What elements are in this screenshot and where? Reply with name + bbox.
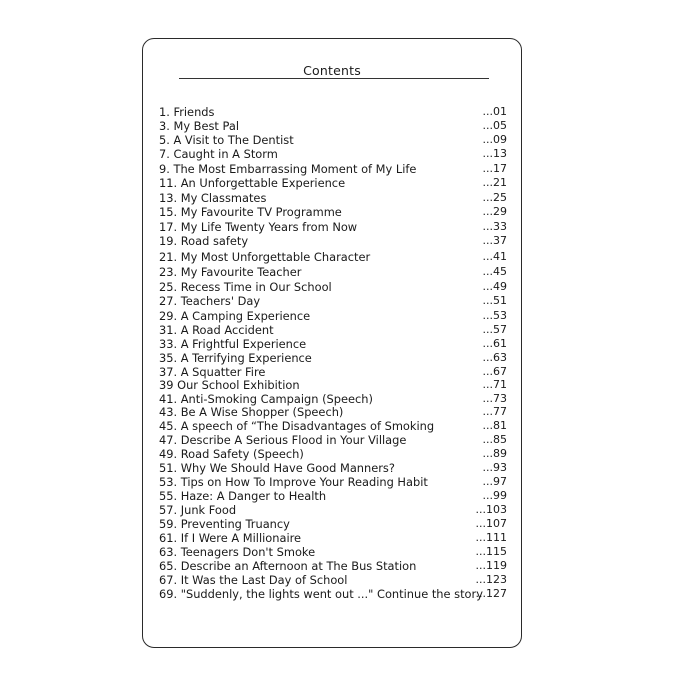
toc-entry bbox=[159, 162, 507, 176]
toc-entry-title: 37. A Squatter Fire bbox=[159, 365, 266, 379]
toc-entry-title: 23. My Favourite Teacher bbox=[159, 265, 302, 279]
toc-entry-page: ...25 bbox=[482, 191, 507, 204]
toc-entry bbox=[159, 489, 507, 503]
toc-entry-page: ...37 bbox=[482, 234, 507, 247]
toc-entry-page: ...29 bbox=[482, 205, 507, 218]
toc-entry-title: 55. Haze: A Danger to Health bbox=[159, 489, 327, 503]
toc-entry bbox=[159, 147, 507, 161]
toc-entry-title: 43. Be A Wise Shopper (Speech) bbox=[159, 405, 344, 419]
toc-entry-page: ...123 bbox=[475, 573, 507, 586]
toc-entry bbox=[159, 280, 507, 294]
toc-entry-page: ...51 bbox=[482, 294, 507, 307]
toc-entry-page: ...57 bbox=[482, 323, 507, 336]
toc-entry-title: 7. Caught in A Storm bbox=[159, 147, 278, 161]
toc-entry-page: ...77 bbox=[482, 405, 507, 418]
toc-entry bbox=[159, 573, 507, 587]
toc-entry-page: ...33 bbox=[482, 220, 507, 233]
toc-entry-page: ...115 bbox=[475, 545, 507, 558]
toc-entry bbox=[159, 475, 507, 489]
toc-entry-page: ...45 bbox=[482, 265, 507, 278]
toc-entry-page: ...89 bbox=[482, 447, 507, 460]
toc-entry bbox=[159, 461, 507, 475]
toc-entry-page: ...111 bbox=[475, 531, 507, 544]
toc-entry-title: 21. My Most Unforgettable Character bbox=[159, 250, 371, 264]
toc-entry bbox=[159, 234, 507, 248]
toc-entry-page: ...99 bbox=[482, 489, 507, 502]
toc-entry-page: ...73 bbox=[482, 392, 507, 405]
toc-entry bbox=[159, 517, 507, 531]
toc-entry bbox=[159, 337, 507, 351]
toc-entry-page: ...17 bbox=[482, 162, 507, 175]
toc-entry-page: ...119 bbox=[475, 559, 507, 572]
toc-entry-title: 35. A Terrifying Experience bbox=[159, 351, 312, 365]
toc-entry bbox=[159, 265, 507, 279]
toc-entry bbox=[159, 405, 507, 419]
toc-entry-page: ...97 bbox=[482, 475, 507, 488]
toc-entry-title: 51. Why We Should Have Good Manners? bbox=[159, 461, 395, 475]
toc-entry-title: 47. Describe A Serious Flood in Your Village bbox=[159, 433, 407, 447]
toc-entry-page: ...107 bbox=[475, 517, 507, 530]
toc-entry-title: 15. My Favourite TV Programme bbox=[159, 205, 342, 219]
toc-entry bbox=[159, 309, 507, 323]
toc-entry-title: 3. My Best Pal bbox=[159, 119, 240, 133]
toc-entry bbox=[159, 176, 507, 190]
toc-entry-title: 5. A Visit to The Dentist bbox=[159, 133, 294, 147]
toc-entry bbox=[159, 250, 507, 264]
toc-entry bbox=[159, 433, 507, 447]
toc-entry-title: 65. Describe an Afternoon at The Bus Station bbox=[159, 559, 417, 573]
toc-entry bbox=[159, 351, 507, 365]
toc-entry-page: ...63 bbox=[482, 351, 507, 364]
toc-entry-title: 1. Friends bbox=[159, 105, 215, 119]
toc-entry-page: ...71 bbox=[482, 378, 507, 391]
toc-entry-page: ...85 bbox=[482, 433, 507, 446]
toc-entry bbox=[159, 119, 507, 133]
toc-entry-title: 33. A Frightful Experience bbox=[159, 337, 307, 351]
toc-entry-title: 63. Teenagers Don't Smoke bbox=[159, 545, 316, 559]
toc-entry-title: 69. "Suddenly, the lights went out ..." Continue the story bbox=[159, 587, 483, 601]
toc-entry bbox=[159, 205, 507, 219]
toc-entry bbox=[159, 545, 507, 559]
toc-entry-title: 27. Teachers' Day bbox=[159, 294, 261, 308]
toc-entry-title: 67. It Was the Last Day of School bbox=[159, 573, 348, 587]
toc-entry-page: ...53 bbox=[482, 309, 507, 322]
toc-entry bbox=[159, 294, 507, 308]
toc-entry-title: 17. My Life Twenty Years from Now bbox=[159, 220, 358, 234]
toc-entry-title: 53. Tips on How To Improve Your Reading Habit bbox=[159, 475, 428, 489]
toc-entry-title: 29. A Camping Experience bbox=[159, 309, 311, 323]
toc-entry-page: ...49 bbox=[482, 280, 507, 293]
toc-entry-page: ...01 bbox=[482, 105, 507, 118]
toc-entry bbox=[159, 531, 507, 545]
toc-entry-title: 9. The Most Embarrassing Moment of My Life bbox=[159, 162, 417, 176]
toc-entry-title: 61. If I Were A Millionaire bbox=[159, 531, 302, 545]
toc-entry-page: ...09 bbox=[482, 133, 507, 146]
toc-entry bbox=[159, 191, 507, 205]
toc-entry bbox=[159, 559, 507, 573]
toc-entry bbox=[159, 378, 507, 392]
toc-entry bbox=[159, 220, 507, 234]
toc-entry-page: ...05 bbox=[482, 119, 507, 132]
toc-entry-page: ...93 bbox=[482, 461, 507, 474]
toc-entry-page: ...13 bbox=[482, 147, 507, 160]
toc-entry-title: 49. Road Safety (Speech) bbox=[159, 447, 304, 461]
toc-entry-page: ...61 bbox=[482, 337, 507, 350]
toc-entry-title: 57. Junk Food bbox=[159, 503, 237, 517]
toc-entry-title: 31. A Road Accident bbox=[159, 323, 274, 337]
toc-entry bbox=[159, 133, 507, 147]
toc-entry bbox=[159, 503, 507, 517]
contents-page bbox=[142, 38, 522, 648]
toc-entry-title: 11. An Unforgettable Experience bbox=[159, 176, 346, 190]
toc-entry bbox=[159, 419, 507, 433]
toc-entry-title: 39 Our School Exhibition bbox=[159, 378, 300, 392]
toc-entry-page: ...67 bbox=[482, 365, 507, 378]
toc-entry-page: ...127 bbox=[475, 587, 507, 600]
toc-entry-title: 19. Road safety bbox=[159, 234, 249, 248]
toc-entry-title: 59. Preventing Truancy bbox=[159, 517, 290, 531]
toc-entry-page: ...103 bbox=[475, 503, 507, 516]
toc-entry-page: ...21 bbox=[482, 176, 507, 189]
toc-entry bbox=[159, 392, 507, 406]
toc-entry-title: 25. Recess Time in Our School bbox=[159, 280, 332, 294]
toc-entry bbox=[159, 105, 507, 119]
toc-entry bbox=[159, 323, 507, 337]
toc-entry-page: ...41 bbox=[482, 250, 507, 263]
title-underline bbox=[179, 78, 489, 79]
toc-entry bbox=[159, 587, 507, 601]
toc-entry bbox=[159, 365, 507, 379]
toc-entry-title: 45. A speech of “The Disadvantages of Smoking bbox=[159, 419, 435, 433]
toc-entry-page: ...81 bbox=[482, 419, 507, 432]
toc-entry-title: 13. My Classmates bbox=[159, 191, 267, 205]
page-title: Contents bbox=[303, 63, 361, 78]
toc-entry-title: 41. Anti-Smoking Campaign (Speech) bbox=[159, 392, 373, 406]
toc-entry bbox=[159, 447, 507, 461]
